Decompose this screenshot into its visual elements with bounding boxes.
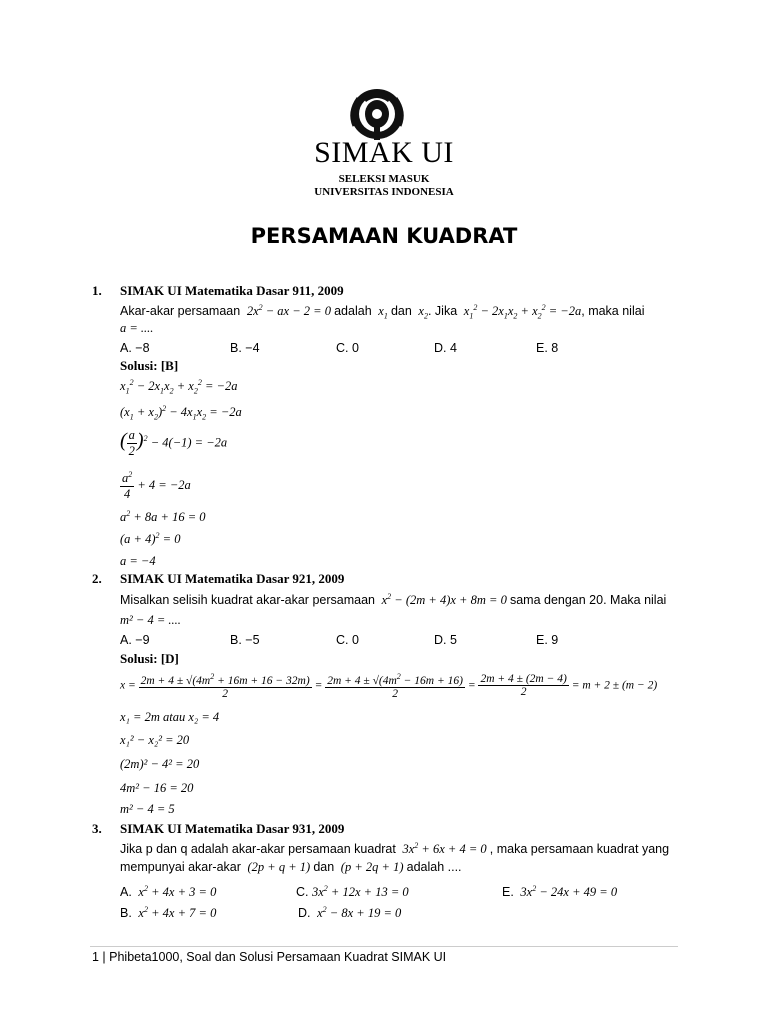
makara-ui-logo-icon [344, 86, 410, 142]
solution-answer: a = −4 [120, 554, 156, 568]
question-2-number: 2. [92, 571, 102, 586]
solution-step: x₁² − x₂² = 20 [120, 733, 190, 747]
question-3-heading: SIMAK UI Matematika Dasar 931, 2009 [120, 821, 345, 836]
question-2-ask: m² − 4 = .... [120, 613, 181, 627]
question-1-ask: a = .... [120, 321, 154, 335]
solution-step: x₁ = 2m atau x₂ = 4 [120, 710, 220, 724]
question-1-number: 1. [92, 283, 102, 298]
solution-step: $(x_1 + x_2)^2 - 4x_1x_2 = -2a$ [120, 404, 242, 422]
option-a: A. −9 [120, 633, 150, 647]
option-a: A. $x^2 + 4x + 3 = 0$ [120, 884, 217, 900]
option-a: A. −8 [120, 341, 150, 355]
solution-step: x = $\frac{2m + 4 \pm √(4m^2 + 16m + 16 - 32m)}{2}$ = $\frac{2m + 4 \pm √(4m^2 - 16m + 16)}{2}$ = $\frac{2m + 4 \pm (2m - 4)}{2}$ = m + 2 ± (m − 2) [120, 672, 658, 700]
solution-step: $(a + 4)^2 = 0$ [120, 531, 181, 547]
brand-university: UNIVERSITAS INDONESIA [314, 186, 454, 198]
solution-step: $x_1^2 - 2x_1x_2 + x_2^2 = -2a$ [120, 378, 238, 396]
solution-label: Solusi: [B] [120, 358, 179, 373]
question-2-heading: SIMAK UI Matematika Dasar 921, 2009 [120, 571, 345, 586]
question-3-number: 3. [92, 821, 102, 836]
solution-step: (2m)² − 4² = 20 [120, 757, 200, 771]
option-e: E. 9 [536, 633, 559, 647]
brand-subtitle: SELEKSI MASUK [338, 173, 430, 185]
question-1-text: Akar-akar persamaan $2x^2$ − ax − 2 = 0 adalah $x_1$ dan $x_2$. Jika $x_1^2 - 2x_1x_2 + x_2^2 = -2a$, maka nilai [120, 303, 645, 321]
solution-step: $\frac{a^2}{4}$ + 4 = −2a [122, 470, 191, 502]
solution-step: 4m² − 16 = 20 [120, 781, 194, 795]
solution-label: Solusi: [D] [120, 651, 179, 666]
option-c: C. $3x^2 + 12x + 13 = 0$ [296, 884, 409, 900]
solution-step: $a^2 + 8a + 16 = 0$ [120, 509, 206, 525]
solution-step: ( $\frac{a}{2}$ )$^2$ − 4(−1) = −2a [120, 428, 228, 458]
option-d: D. 4 [434, 341, 457, 355]
question-2-text: Misalkan selisih kuadrat akar-akar persamaan $x^2 - (2m + 4)x + 8m = 0$ sama dengan 20. Maka nilai [120, 592, 667, 608]
option-d: D. 5 [434, 633, 457, 647]
option-e: E. $3x^2 - 24x + 49 = 0$ [502, 884, 618, 900]
option-d: D. $x^2 - 8x + 19 = 0$ [298, 905, 402, 921]
brand-title: SIMAK UI [314, 136, 454, 169]
option-b: B. $x^2 + 4x + 7 = 0$ [120, 905, 217, 921]
page-footer: 1 | Phibeta1000, Soal dan Solusi Persamaan Kuadrat SIMAK UI [92, 950, 447, 964]
page-title: PERSAMAAN KUADRAT [250, 224, 518, 248]
question-1-heading: SIMAK UI Matematika Dasar 911, 2009 [120, 283, 344, 298]
option-b: B. −4 [230, 341, 260, 355]
option-c: C. 0 [336, 341, 359, 355]
option-c: C. 0 [336, 633, 359, 647]
option-e: E. 8 [536, 341, 559, 355]
question-3-text: Jika p dan q adalah akar-akar persamaan kuadrat $3x^2 + 6x + 4 = 0$ , maka persamaan kuadrat yang [120, 841, 670, 857]
option-b: B. −5 [230, 633, 260, 647]
footer-divider [90, 946, 678, 947]
question-3-text-line2: mempunyai akar-akar (2p + q + 1) dan (p + 2q + 1) adalah .... [120, 860, 462, 874]
solution-answer: m² − 4 = 5 [120, 802, 175, 816]
